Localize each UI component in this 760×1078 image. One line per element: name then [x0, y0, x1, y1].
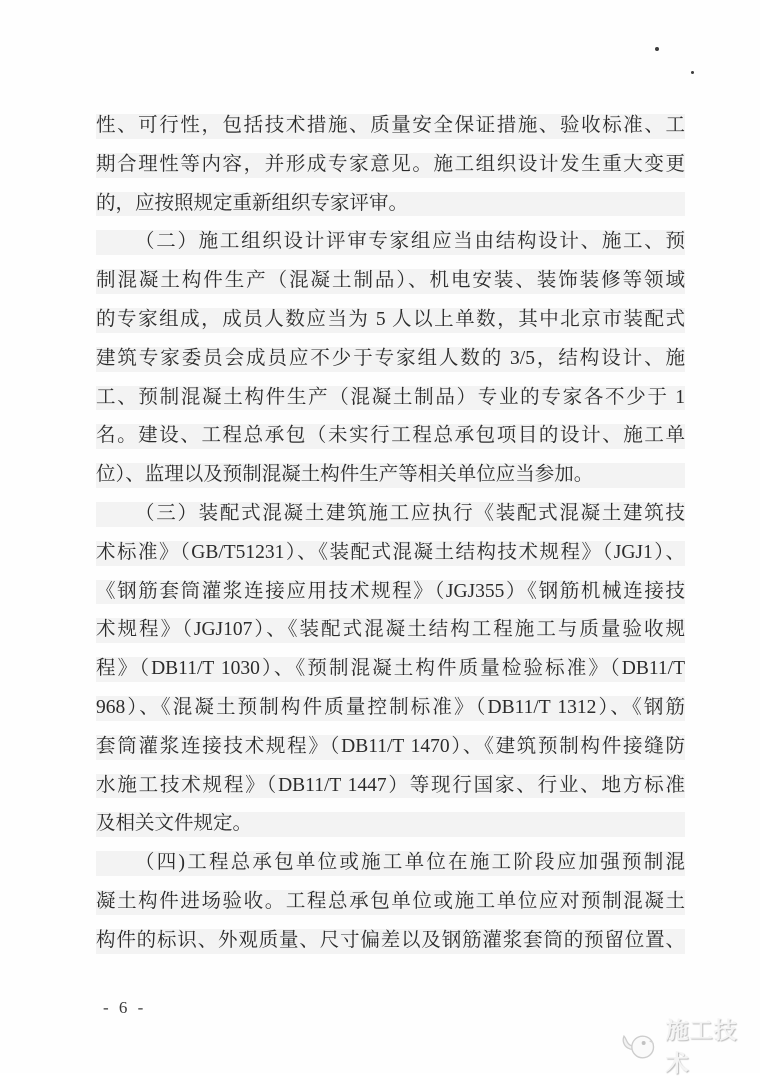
text-line: 构件的标识、外观质量、尺寸偏差以及钢筋灌浆套筒的预留位置、 — [96, 922, 685, 961]
watermark — [621, 1017, 760, 1076]
scan-speck-icon — [655, 47, 659, 51]
text-line: 性、可行性，包括技术措施、质量安全保证措施、验收标准、工 — [96, 107, 685, 146]
text-line: （四)工程总承包单位或施工单位在施工阶段应加强预制混 — [96, 844, 685, 883]
text-line: 及相关文件规定。 — [96, 805, 685, 844]
text-line: 术规程》（JGJ107）、《装配式混凝土结构工程施工与质量验收规 — [96, 611, 685, 650]
text-line: 术标准》（GB/T51231）、《装配式混凝土结构技术规程》（JGJ1）、 — [96, 534, 685, 573]
text-line: 制混凝土构件生产（混凝土制品）、机电安装、装饰装修等领域 — [96, 262, 685, 301]
text-line: 工、预制混凝土构件生产（混凝土制品）专业的专家各不少于 1 — [96, 379, 685, 418]
text-line: 套筒灌浆连接技术规程》（DB11/T 1470）、《建筑预制构件接缝防 — [96, 728, 685, 767]
text-line: 程》（DB11/T 1030）、《预制混凝土构件质量检验标准》（DB11/T — [96, 650, 685, 689]
mascot-chick-icon — [621, 1028, 658, 1062]
text-line: 位）、监理以及预制混凝土构件生产等相关单位应当参加。 — [96, 456, 685, 495]
text-line: 凝土构件进场验收。工程总承包单位或施工单位应对预制混凝土 — [96, 883, 685, 922]
text-line: 968）、《混凝土预制构件质量控制标准》（DB11/T 1312）、《钢筋 — [96, 689, 685, 728]
text-line: 的，应按照规定重新组织专家评审。 — [96, 185, 685, 224]
text-line: 《钢筋套筒灌浆连接应用技术规程》（JGJ355）《钢筋机械连接技 — [96, 573, 685, 612]
text-line: （三）装配式混凝土建筑施工应执行《装配式混凝土建筑技 — [96, 495, 685, 534]
scan-speck-icon — [691, 71, 694, 74]
text-line: 水施工技术规程》（DB11/T 1447）等现行国家、行业、地方标准 — [96, 767, 685, 806]
page-number: - 6 - — [103, 998, 147, 1017]
text-line: （二）施工组织设计评审专家组应当由结构设计、施工、预 — [96, 223, 685, 262]
watermark-text: 施工技术 — [665, 1017, 738, 1076]
document-body-text — [96, 107, 685, 961]
text-line: 的专家组成，成员人数应当为 5 人以上单数，其中北京市装配式 — [96, 301, 685, 340]
text-line: 期合理性等内容，并形成专家意见。施工组织设计发生重大变更 — [96, 146, 685, 185]
text-line: 名。建设、工程总承包（未实行工程总承包项目的设计、施工单 — [96, 417, 685, 456]
text-line: 建筑专家委员会成员应不少于专家组人数的 3/5，结构设计、施 — [96, 340, 685, 379]
